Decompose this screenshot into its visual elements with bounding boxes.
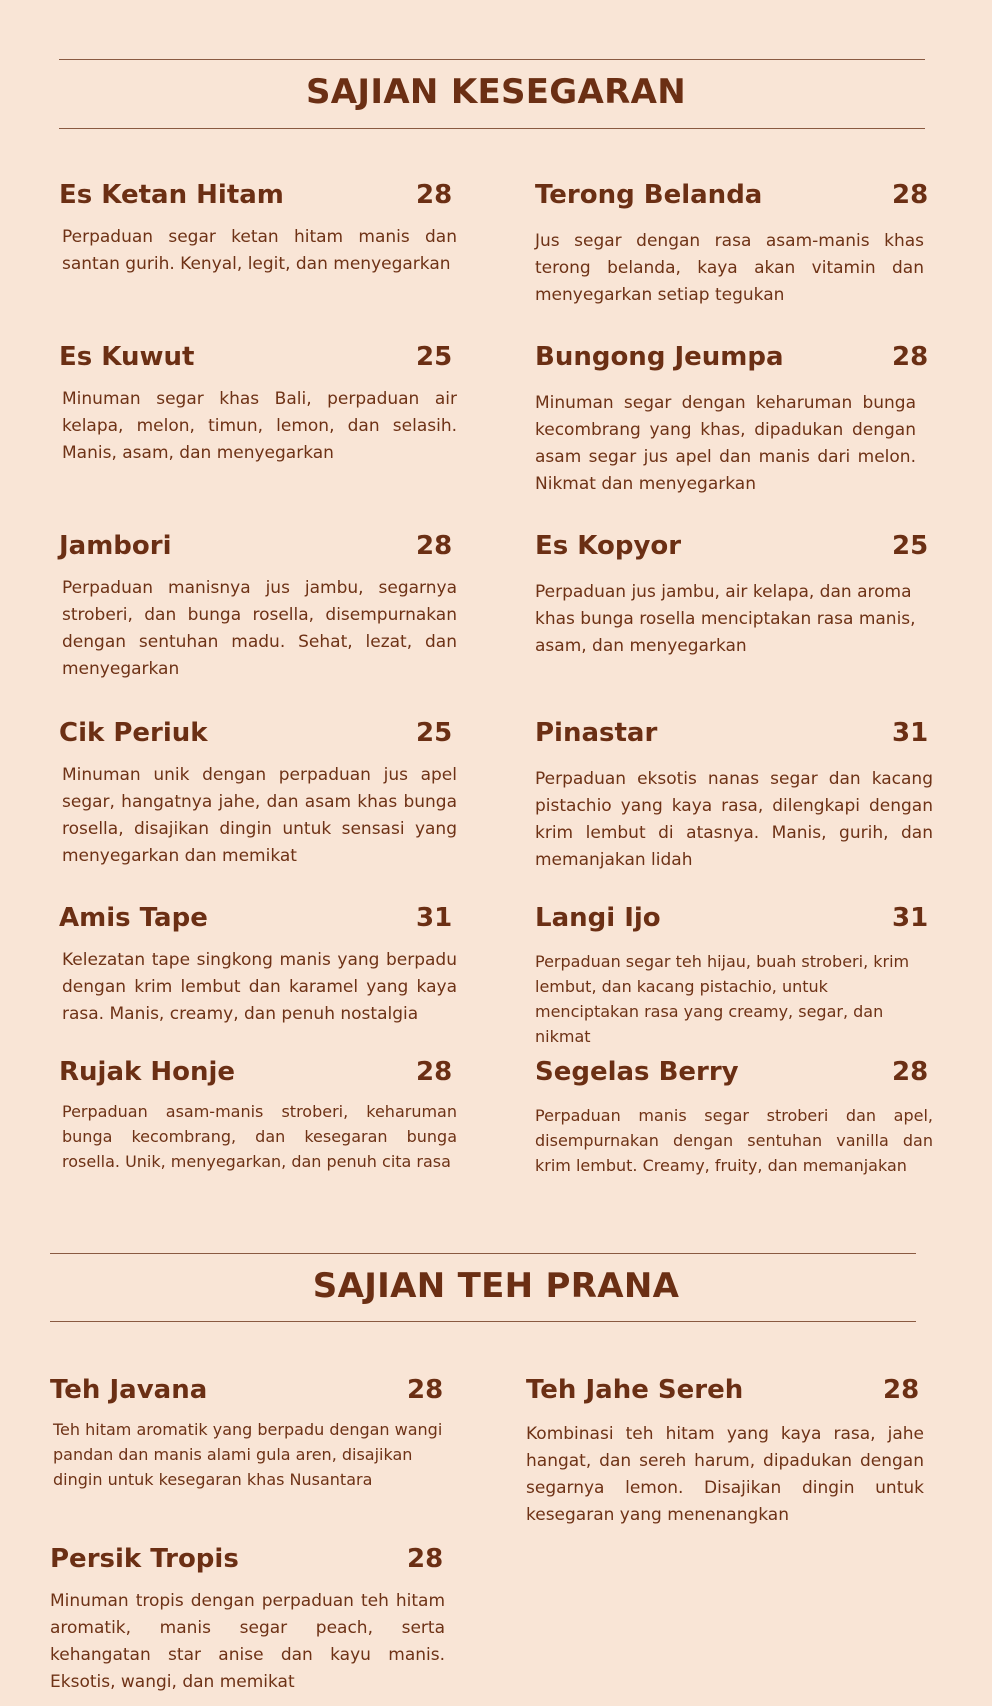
- item-price: 28: [407, 1375, 444, 1405]
- item-price: 28: [892, 180, 929, 210]
- section-title: SAJIAN KESEGARAN: [306, 72, 686, 112]
- item-description: Perpaduan jus jambu, air kelapa, dan aroma khas bunga rosella menciptakan rasa manis, asam, dan menyegarkan: [535, 582, 916, 656]
- section-sajian-teh-prana: [0, 1230, 992, 1706]
- item-name: Es Ketan Hitam: [59, 180, 284, 210]
- item-price: 28: [892, 342, 929, 372]
- item-price: 28: [407, 1544, 444, 1574]
- item-description: Minuman tropis dengan perpaduan teh hitam aromatik, manis segar peach, serta kehangatan star anise dan kayu manis. Eksotis, wangi, dan memikat: [50, 1591, 445, 1692]
- item-name: Persik Tropis: [50, 1544, 239, 1574]
- item-price: 31: [892, 718, 929, 748]
- item-name: Es Kopyor: [535, 531, 682, 561]
- item-price: 28: [416, 180, 453, 210]
- title-bottom-rule: [50, 1321, 916, 1322]
- item-name: Bungong Jeumpa: [535, 342, 784, 372]
- item-description: Perpaduan manisnya jus jambu, segarnya stroberi, dan bunga rosella, disempurnakan dengan sentuhan madu. Sehat, lezat, dan menyegarkan: [62, 578, 457, 679]
- item-name: Teh Jahe Sereh: [526, 1375, 744, 1405]
- item-name: Segelas Berry: [535, 1057, 739, 1087]
- item-name: Cik Periuk: [59, 718, 208, 748]
- item-price: 28: [416, 1057, 453, 1087]
- item-price: 31: [892, 903, 929, 933]
- item-description: Perpaduan manis segar stroberi dan apel, disempurnakan dengan sentuhan vanilla dan krim lembut. Creamy, fruity, dan memanjakan: [535, 1106, 933, 1175]
- item-name: Langi Ijo: [535, 903, 661, 933]
- item-name: Rujak Honje: [59, 1057, 236, 1087]
- item-price: 25: [416, 342, 453, 372]
- item-description: Teh hitam aromatik yang berpadu dengan wangi pandan dan manis alami gula aren, disajikan dingin untuk kesegaran khas Nusantara: [53, 1420, 443, 1489]
- item-price: 28: [892, 1057, 929, 1087]
- item-name: Amis Tape: [59, 903, 208, 933]
- item-description: Minuman unik dengan perpaduan jus apel segar, hangatnya jahe, dan asam khas bunga rosella, disajikan dingin untuk sensasi yang menyegarkan dan memikat: [62, 765, 457, 866]
- item-description: Perpaduan segar teh hijau, buah stroberi, krim lembut, dan kacang pistachio, untuk menciptakan rasa yang creamy, segar, dan nikmat: [535, 952, 910, 1046]
- item-price: 25: [416, 718, 453, 748]
- item-description: Minuman segar dengan keharuman bunga kecombrang yang khas, dipadukan dengan asam segar jus apel dan manis dari melon. Nikmat dan menyegarkan: [535, 393, 916, 494]
- item-price: 31: [416, 903, 453, 933]
- item-description: Minuman segar khas Bali, perpaduan air kelapa, melon, timun, lemon, dan selasih. Manis, asam, dan menyegarkan: [62, 389, 457, 463]
- item-description: Perpaduan asam-manis stroberi, keharuman bunga kecombrang, dan kesegaran bunga rosella. Unik, menyegarkan, dan penuh cita rasa: [62, 1102, 457, 1171]
- item-description: Jus segar dengan rasa asam-manis khas terong belanda, kaya akan vitamin dan menyegarkan setiap tegukan: [535, 231, 924, 305]
- title-top-rule: [59, 59, 925, 60]
- title-bottom-rule: [59, 128, 925, 129]
- item-description: Kombinasi teh hitam yang kaya rasa, jahe hangat, dan sereh harum, dipadukan dengan segarnya lemon. Disajikan dingin untuk kesegaran yang menenangkan: [526, 1424, 924, 1525]
- item-name: Es Kuwut: [59, 342, 195, 372]
- item-name: Pinastar: [535, 718, 658, 748]
- item-description: Kelezatan tape singkong manis yang berpadu dengan krim lembut dan karamel yang kaya rasa. Manis, creamy, dan penuh nostalgia: [62, 950, 457, 1024]
- item-price: 28: [416, 531, 453, 561]
- item-price: 28: [883, 1375, 920, 1405]
- item-description: Perpaduan segar ketan hitam manis dan santan gurih. Kenyal, legit, dan menyegarkan: [62, 227, 457, 274]
- title-top-rule: [50, 1253, 916, 1254]
- item-price: 25: [892, 531, 929, 561]
- item-name: Terong Belanda: [535, 180, 763, 210]
- item-name: Jambori: [59, 531, 172, 561]
- section-title: SAJIAN TEH PRANA: [312, 1266, 680, 1306]
- item-description: Perpaduan eksotis nanas segar dan kacang pistachio yang kaya rasa, dilengkapi dengan krim lembut di atasnya. Manis, gurih, dan memanjakan lidah: [535, 769, 933, 870]
- item-name: Teh Javana: [50, 1375, 208, 1405]
